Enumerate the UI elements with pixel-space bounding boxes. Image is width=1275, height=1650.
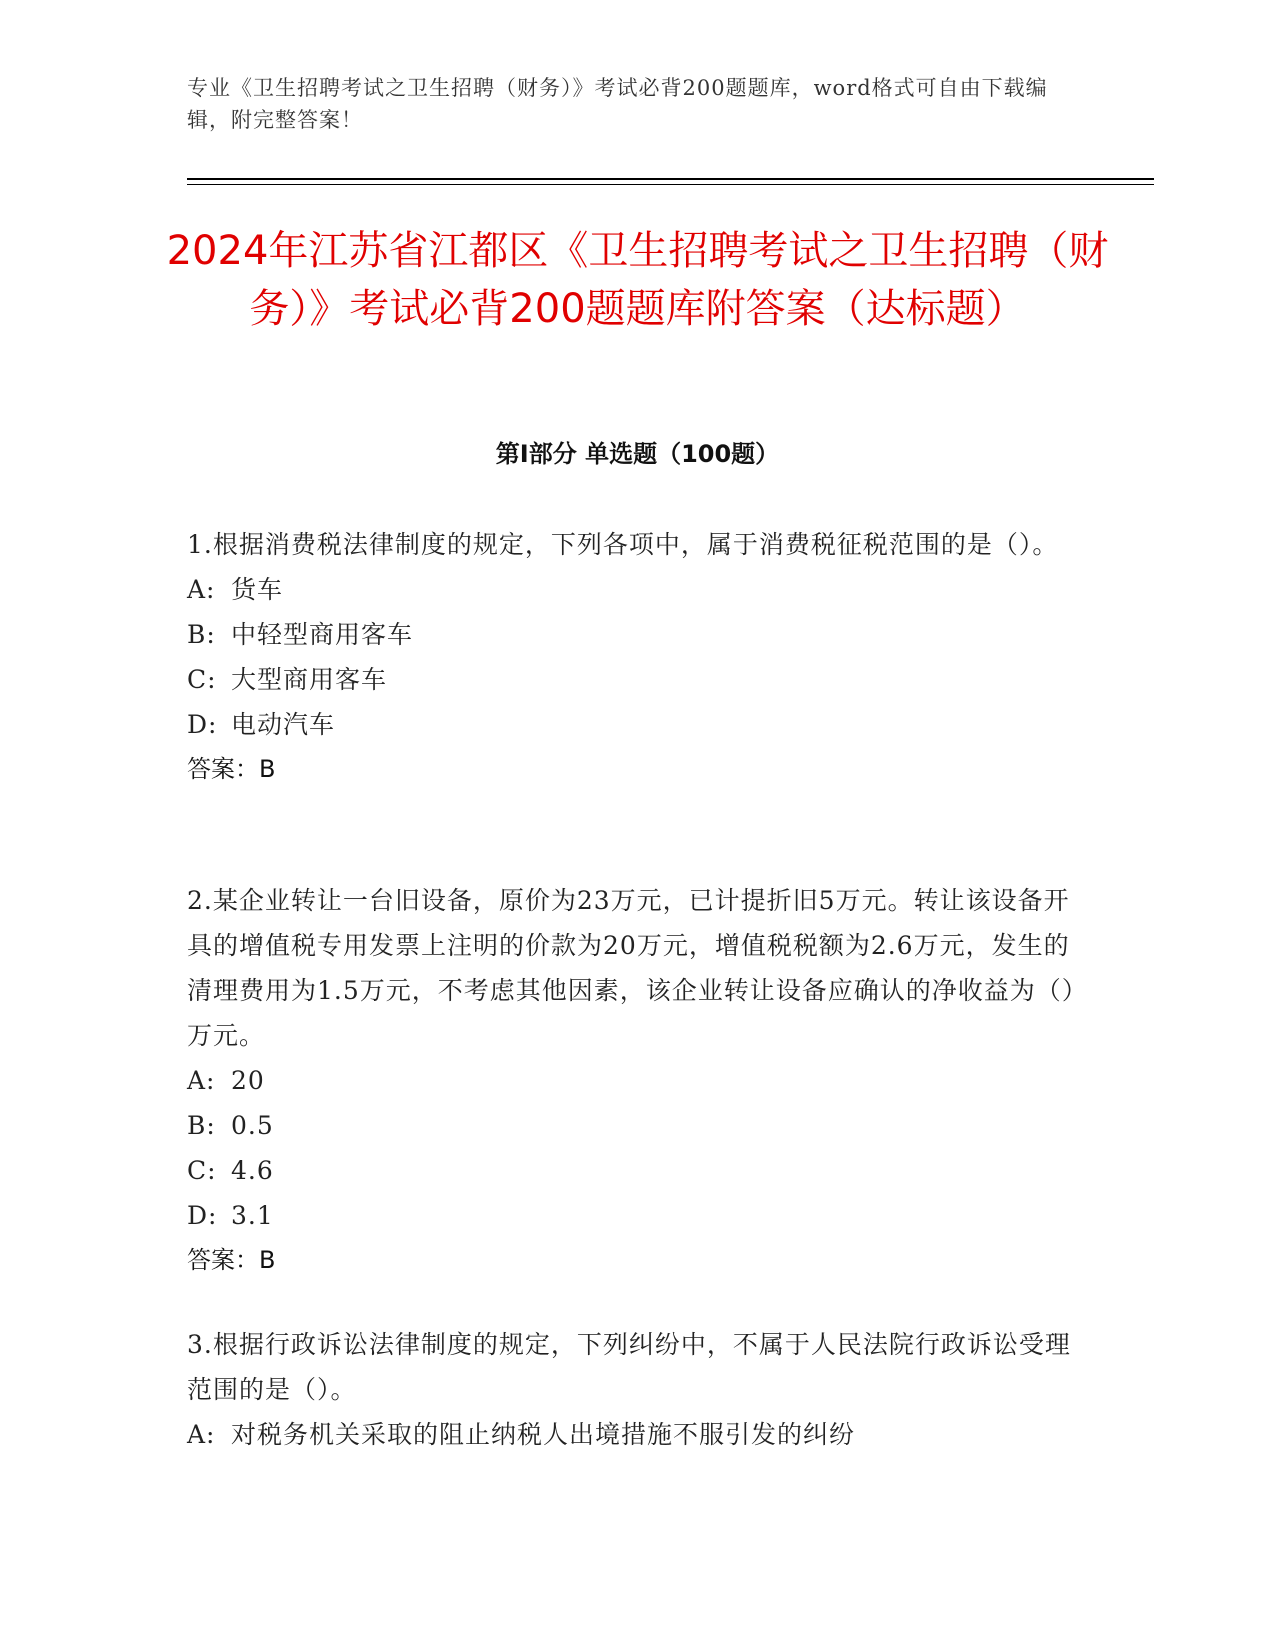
question-stem: 1.根据消费税法律制度的规定，下列各项中，属于消费税征税范围的是（）。	[187, 530, 1059, 559]
option-b	[187, 1103, 1087, 1148]
option-text: 3.1	[231, 1201, 274, 1230]
option-letter: B:	[187, 620, 216, 649]
option-c	[187, 657, 1087, 702]
option-text: 4.6	[231, 1156, 274, 1185]
option-d	[187, 702, 1087, 747]
header-divider-thick	[187, 178, 1154, 180]
option-c	[187, 1148, 1087, 1193]
answer-line: 答案：B	[187, 1246, 276, 1274]
option-letter: D:	[187, 710, 218, 739]
question-3	[187, 1322, 1087, 1457]
option-text: 0.5	[231, 1111, 274, 1140]
option-letter: A:	[187, 1420, 216, 1449]
option-text: 20	[231, 1066, 265, 1095]
option-letter: A:	[187, 1066, 216, 1095]
question-stem: 3.根据行政诉讼法律制度的规定，下列纠纷中，不属于人民法院行政诉讼受理范围的是（）。	[187, 1330, 1071, 1404]
option-letter: B:	[187, 1111, 216, 1140]
question-stem: 2.某企业转让一台旧设备，原价为23万元，已计提折旧5万元。转让该设备开具的增值税专用发票上注明的价款为20万元，增值税税额为2.6万元，发生的清理费用为1.5万元，不考虑其他因素，该企业转让设备应确认的净收益为（）万元。	[187, 886, 1076, 1050]
section-heading: 第I部分 单选题（100题）	[495, 440, 780, 468]
question-2	[187, 878, 1087, 1283]
option-text: 大型商用客车	[231, 665, 388, 694]
option-text: 货车	[231, 575, 284, 604]
option-a	[187, 567, 1087, 612]
option-text: 对税务机关采取的阻止纳税人出境措施不服引发的纠纷	[231, 1420, 856, 1449]
option-letter: D:	[187, 1201, 218, 1230]
document-title: 2024年江苏省江都区《卫生招聘考试之卫生招聘（财务）》考试必背200题题库附答案（达标题）	[166, 228, 1109, 332]
header-note: 专业《卫生招聘考试之卫生招聘（财务）》考试必背200题题库，word格式可自由下载编辑，附完整答案！	[187, 76, 1048, 132]
option-b	[187, 612, 1087, 657]
option-letter: A:	[187, 575, 216, 604]
option-letter: C:	[187, 665, 217, 694]
option-a	[187, 1058, 1087, 1103]
option-text: 中轻型商用客车	[231, 620, 414, 649]
option-letter: C:	[187, 1156, 217, 1185]
answer-line: 答案：B	[187, 755, 276, 783]
header-divider-thin	[187, 184, 1154, 185]
option-d	[187, 1193, 1087, 1238]
option-text: 电动汽车	[231, 710, 336, 739]
question-1	[187, 522, 1087, 792]
option-a	[187, 1412, 1087, 1457]
